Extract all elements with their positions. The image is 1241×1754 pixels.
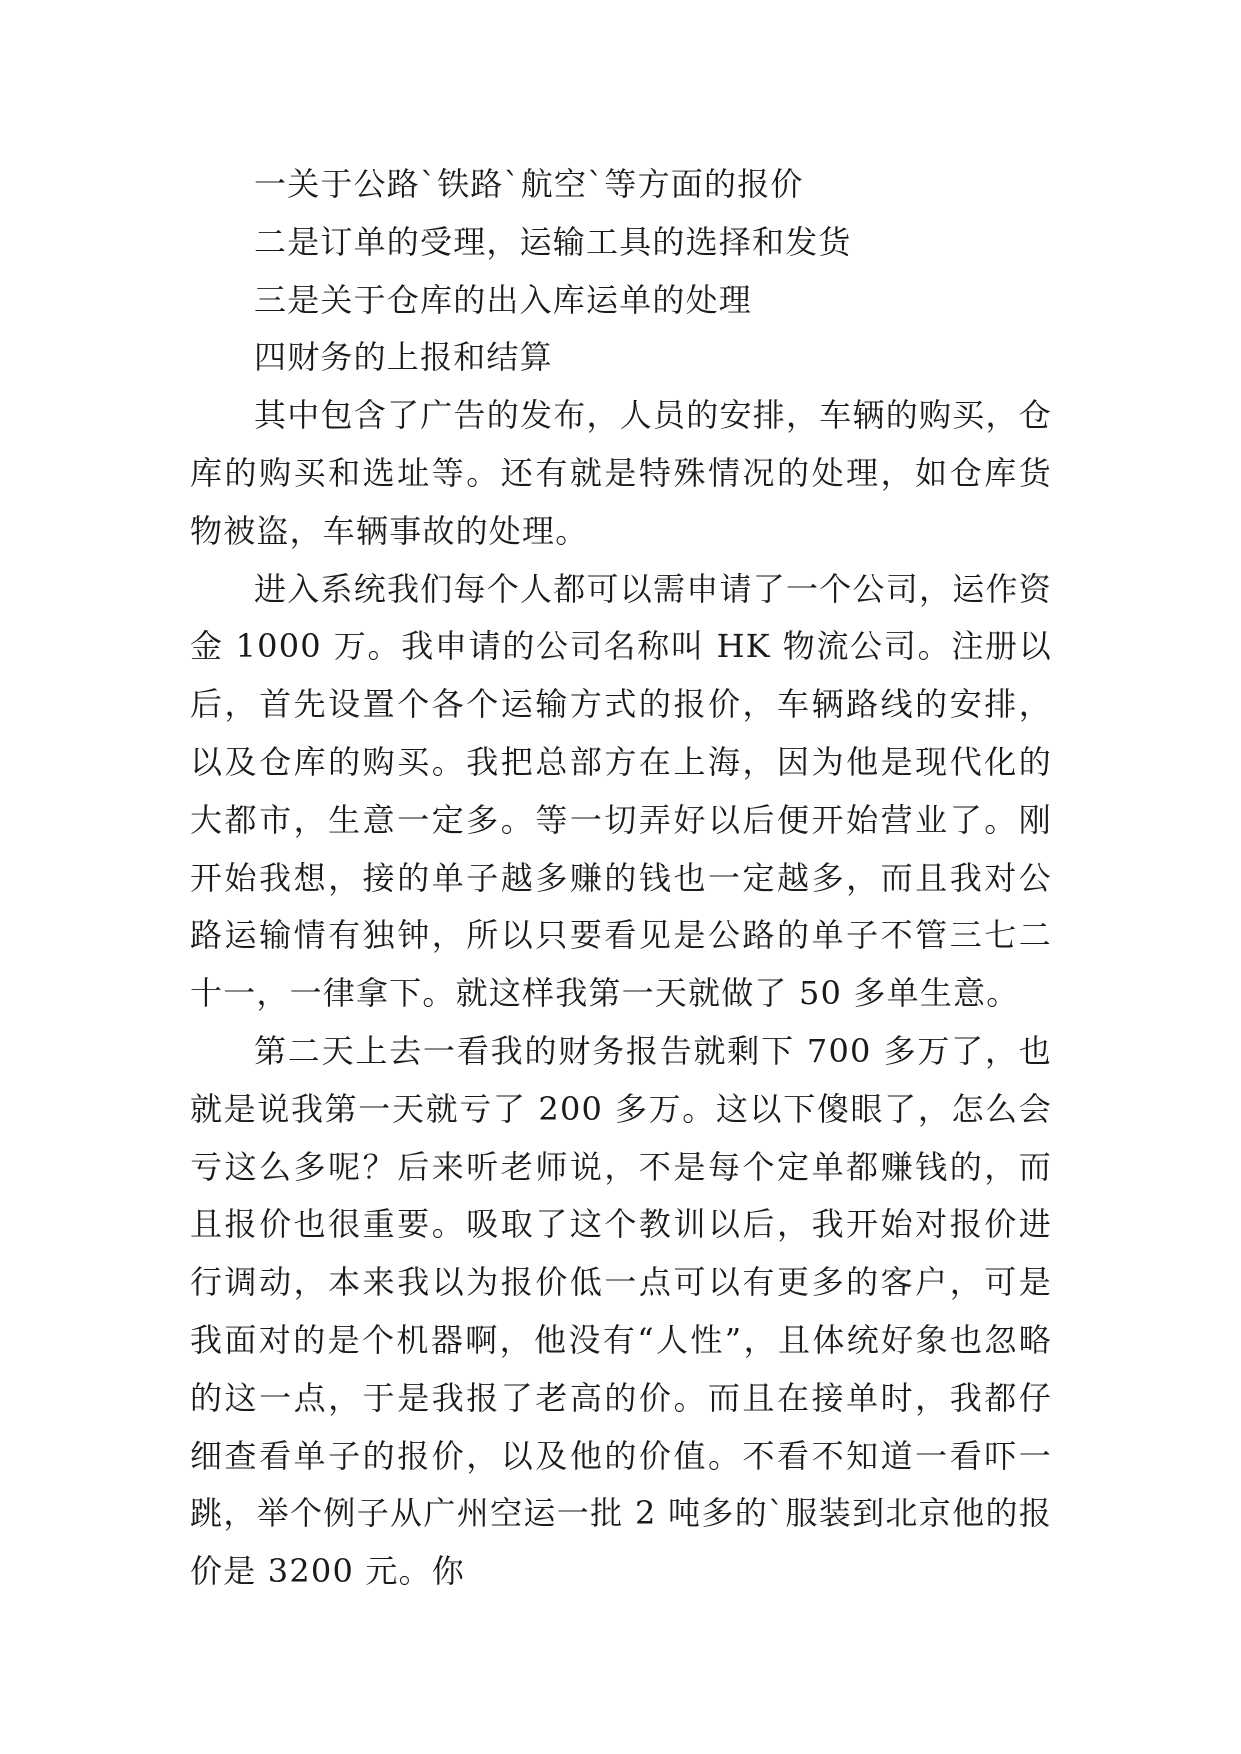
document-body — [190, 156, 1052, 1601]
paragraph-1: 其中包含了广告的发布，人员的安排，车辆的购买，仓库的购买和选址等。还有就是特殊情况的处理，如仓库货物被盗，车辆事故的处理。 — [190, 396, 1052, 550]
list-item-2: 二是订单的受理，运输工具的选择和发货 — [254, 222, 852, 261]
list-item-3: 三是关于仓库的出入库运单的处理 — [254, 280, 753, 319]
list-item-4: 四财务的上报和结算 — [254, 338, 553, 377]
list-item-1: 一关于公路`铁路`航空`等方面的报价 — [254, 165, 804, 203]
paragraph-2: 进入系统我们每个人都可以需申请了一个公司，运作资金 1000 万。我申请的公司名称叫 HK 物流公司。注册以后，首先设置个各个运输方式的报价，车辆路线的安排，以及仓库的购买。我把总部方在上海，因为他是现代化的大都市，生意一定多。等一切弄好以后便开始营业了。刚开始我想，接的单子越多赚的钱也一定越多，而且我对公路运输情有独钟，所以只要看见是公路的单子不管三七二十一，一律拿下。就这样我第一天就做了 50 多单生意。 — [190, 569, 1052, 1013]
paragraph-3: 第二天上去一看我的财务报告就剩下 700 多万了，也就是说我第一天就亏了 200 多万。这以下傻眼了，怎么会亏这么多呢？后来听老师说，不是每个定单都赚钱的，而且报价也很重要。吸取了这个教训以后，我开始对报价进行调动，本来我以为报价低一点可以有更多的客户，可是我面对的是个机器啊，他没有“人性”，且体统好象也忽略的这一点，于是我报了老高的价。而且在接单时，我都仔细查看单子的报价，以及他的价值。不看不知道一看吓一跳，举个例子从广州空运一批 2 吨多的`服装到北京他的报价是 3200 元。你 — [190, 1031, 1052, 1591]
